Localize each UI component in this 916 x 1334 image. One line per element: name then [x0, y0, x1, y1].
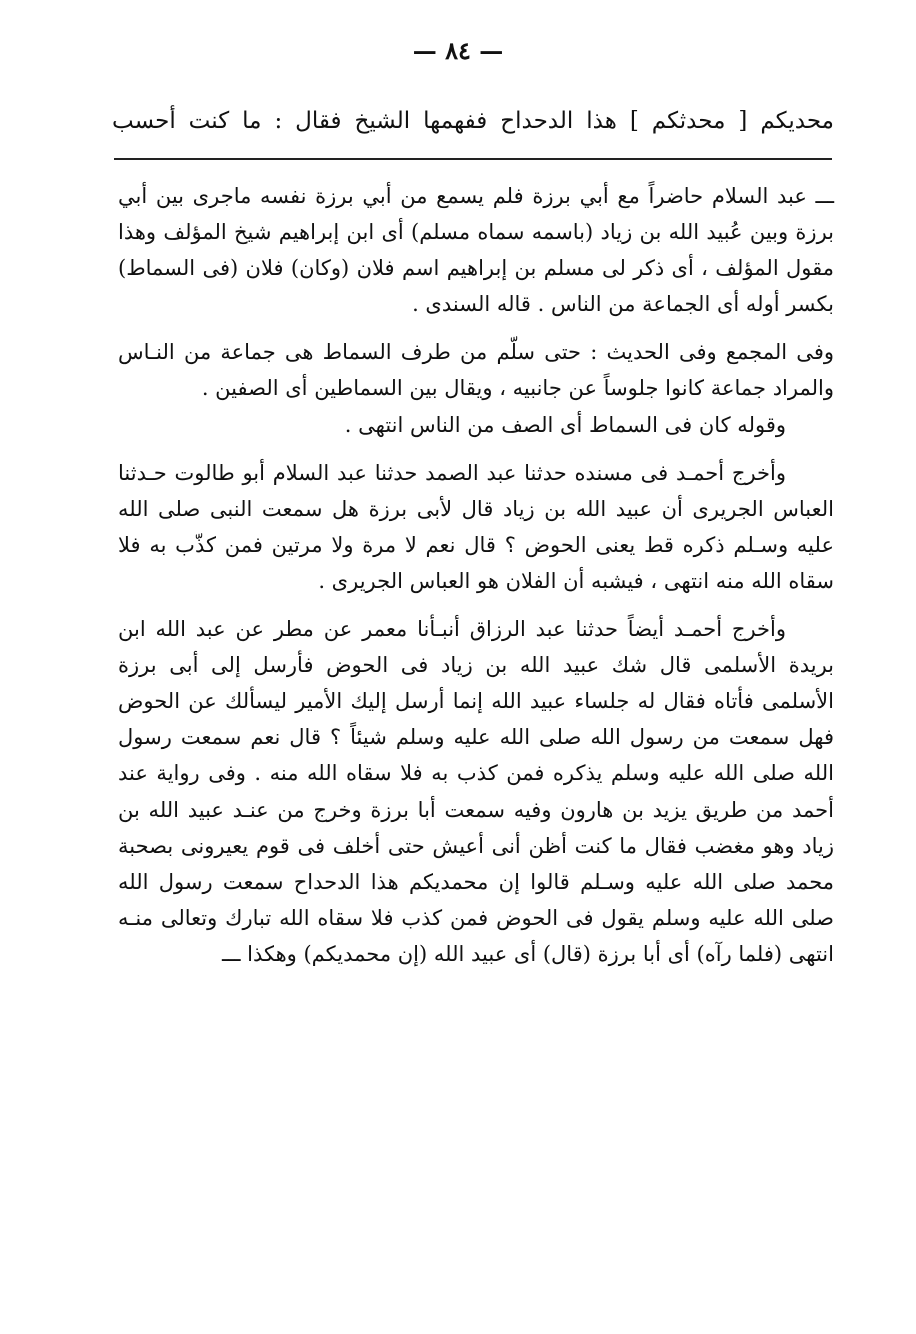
page-number: — ٨٤ —	[412, 36, 504, 65]
paragraph: وفى المجمع وفى الحديث : حتى سلّم من طرف السماط هى جماعة من النـاس والمراد جماعة كانوا جلوساً عن جانبيه ، ويقال بين السماطين أى الصفين .	[118, 340, 834, 401]
header-rule	[114, 158, 832, 160]
header-text: محديكم [ محدثكم ] هذا الدحداح ففهمها الشيخ فقال : ما كنت أحسب	[112, 108, 834, 134]
paragraph: ـــ عبد السلام حاضراً مع أبي برزة فلم يسمع من أبي برزة نفسه ماجرى بين أبي برزة وبين عُبيد الله بن زياد (باسمه سماه مسلم) أى ابن إبراهيم شيخ المؤلف وهذا مقول المؤلف ، أى ذكر لى مسلم بن إبراهيم اسم فلان (وكان) فلان (فى السماط) بكسر أوله أى الجماعة من الناس . قاله السندى .	[118, 184, 834, 317]
paragraph: وأخرج أحمـد أيضاً حدثنا عبد الرزاق أنبـأنا معمر عن مطر عن عبد الله ابن بريدة الأسلمى قال شك عبيد الله بن زياد فى الحوض فأرسل إلى أبى برزة الأسلمى فأتاه فقال له جلساء عبيد الله إنما أرسل إليك الأمير ليسألك عن الحوض فهل سمعت من رسول الله صلى الله عليه وسلم شيئاً ؟ قال نعم سمعت رسول الله صلى الله عليه وسلم يذكره فمن كذب به فلا سقاه الله منه . وفى رواية عند أحمد من طريق يزيد بن هارون وفيه سمعت أبا برزة وخرج من عنـد عبيد الله بن زياد وهو مغضب فقال ما كنت أظن أنى أعيش حتى أخلف فى قوم يعيرونى بصحبة محمد صلى الله عليه وسـلم قالوا إن محمديكم هذا الدحداح سمعت رسول الله صلى الله عليه وسلم يقول فى الحوض فمن كذب فلا سقاه الله تبارك وتعالى منـه انتهى (فلما رآه) أى أبا برزة (قال) أى عبيد الله (إن محمديكم) وهكذا ـــ	[118, 617, 834, 966]
body-text	[118, 178, 834, 972]
paragraph: وقوله كان فى السماط أى الصف من الناس انتهى .	[344, 412, 786, 437]
paragraph: وأخرج أحمـد فى مسنده حدثنا عبد الصمد حدثنا عبد السلام أبو طالوت حـدثنا العباس الجريرى أن عبيد الله بن زياد قال لأبى برزة هل سمعت النبى صلى الله عليه وسـلم ذكره قط يعنى الحوض ؟ قال نعم لا مرة ولا مرتين فمن كذّب به فلا سقاه الله منه انتهى ، فيشبه أن الفلان هو العباس الجريرى .	[118, 460, 834, 593]
